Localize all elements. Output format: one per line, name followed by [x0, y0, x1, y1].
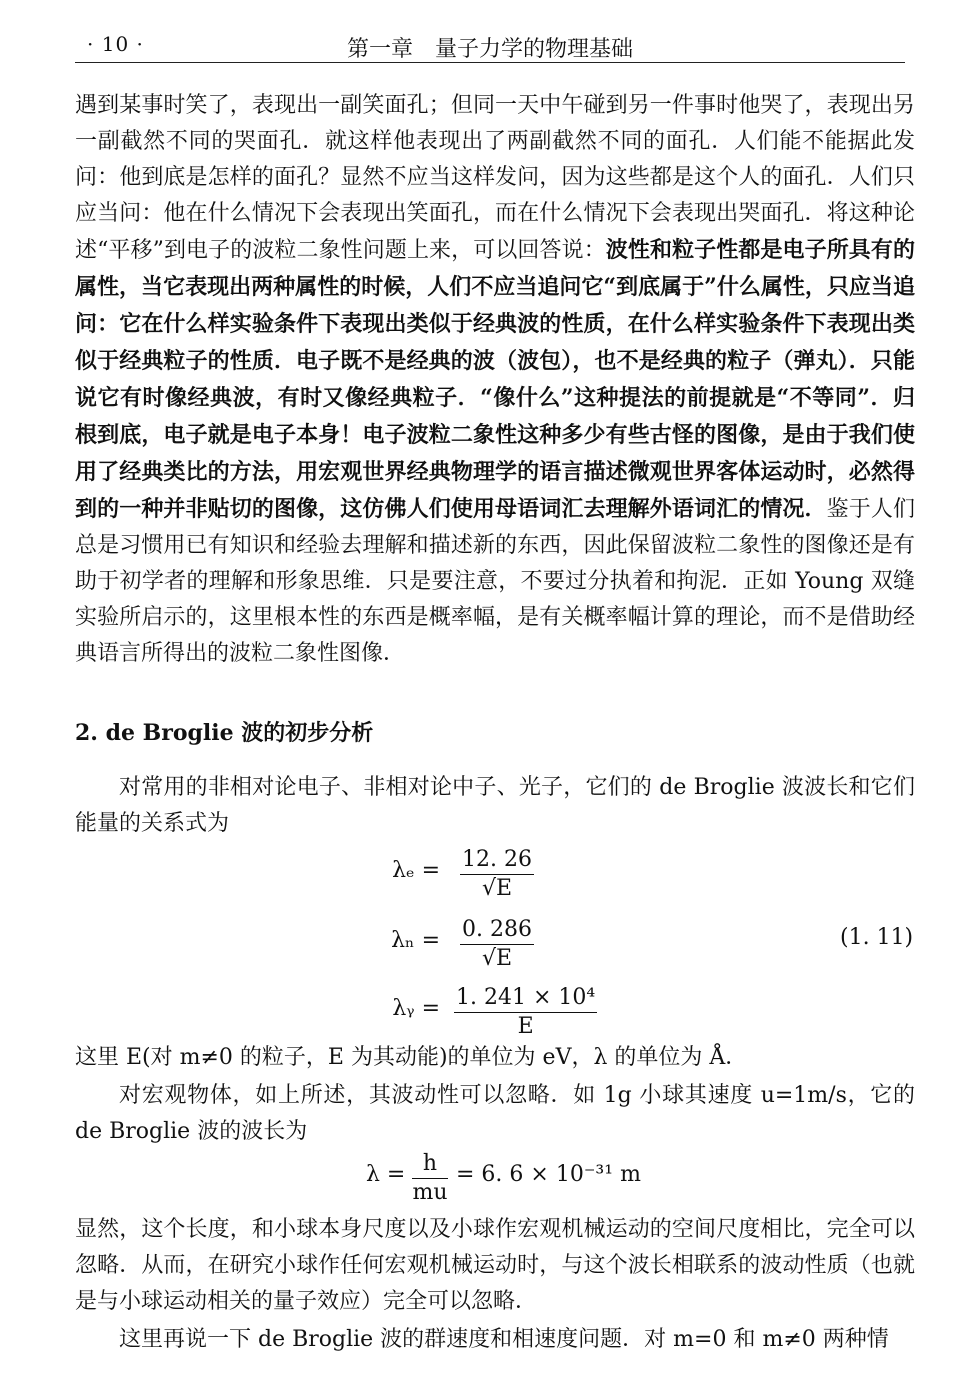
eq-ball-fraction: [412, 1150, 448, 1207]
para1-normal-text: 遇到某事时笑了，表现出一副笑面孔；但同一天中午碰到另一件事时他哭了，表现出另一副截然不同的哭面孔．就这样他表现出了两副截然不同的面孔．人们能不能据此发问：他到底是怎样的面孔？显然不应当这样发问，因为这些都是这个人的面孔．人们只应当问：他在什么情况下会表现出笑面孔，而在什么情况下会表现出哭面孔．将这种论述“平移”到电子的波粒二象性问题上来，可以回答说：: [75, 93, 915, 263]
eq-ball-numerator: h: [412, 1150, 448, 1179]
eq-lambda-e-lhs: λₑ =: [392, 858, 440, 883]
eq-ball-lhs: λ =: [366, 1162, 406, 1187]
page-number: · 10 ·: [87, 32, 144, 56]
paragraph-wave-particle: [75, 88, 915, 672]
paragraph-negligible: 显然，这个长度，和小球本身尺度以及小球作宏观机械运动的空间尺度相比，完全可以忽略．从而，在研究小球作任何宏观机械运动时，与这个波长相联系的波动性质（也就是与小球运动相关的量子效应）完全可以忽略．: [75, 1217, 915, 1314]
equation-number: (1. 11): [840, 925, 914, 950]
eq-ball-rhs: = 6. 6 × 10⁻³¹ m: [456, 1162, 641, 1187]
para1-tail-text: 鉴于人们总是习惯用已有知识和经验去理解和描述新的东西，因此保留波粒二象性的图像还是有助于初学者的理解和形象思维．只是要注意，不要过分执着和拘泥．正如 Young 双缝实验所启示的，这里根本性的东西是概率幅，是有关概率幅计算的理论，而不是借助经典语言所得出的波粒二象性图像．: [75, 497, 915, 666]
section-heading: 2. de Broglie 波的初步分析: [75, 720, 374, 746]
chapter-title: 第一章 量子力学的物理基础: [346, 37, 633, 62]
eq-lambda-gamma-lhs: λᵧ =: [392, 996, 440, 1021]
eq-lambda-e-fraction: [460, 846, 534, 903]
eq-ball-denominator: mu: [412, 1180, 448, 1205]
eq-lambda-n-numerator: 0. 286: [460, 916, 534, 945]
eq-lambda-n-denominator: √E: [481, 946, 513, 971]
para1-bold-text: 波性和粒子性都是电子所具有的属性，当它表现出两种属性的时候，人们不应当追问它“到底属于”什么属性，只应当追问：它在什么样实验条件下表现出类似于经典波的性质，在什么样实验条件下表现出类似于经典粒子的性质．电子既不是经典的波（波包），也不是经典的粒子（弹丸）．只能说它有时像经典波，有时又像经典粒子．“像什么”这种提法的前提就是“不等同”．归根到底，电子就是电子本身！电子波粒二象性这种多少有些古怪的图像，是由于我们使用了经典类比的方法，用宏观世界经典物理学的语言描述微观世界客体运动时，必然得到的一种并非贴切的图像，这仿佛人们使用母语词汇去理解外语词汇的情况．: [75, 237, 915, 522]
running-header: [75, 28, 905, 63]
eq-lambda-gamma-fraction: [454, 984, 597, 1041]
eq-lambda-e-denominator: √E: [481, 876, 513, 901]
eq-lambda-e-numerator: 12. 26: [460, 846, 534, 875]
paragraph-intro-formulas: 对常用的非相对论电子、非相对论中子、光子，它们的 de Broglie 波波长和它们能量的关系式为: [75, 775, 915, 836]
eq-lambda-gamma-denominator: E: [517, 1014, 534, 1039]
paragraph-units: 这里 E(对 m≠0 的粒子，E 为其动能)的单位为 eV，λ 的单位为 Å．: [75, 1045, 748, 1070]
paragraph-macroscopic: 对宏观物体，如上所述，其波动性可以忽略．如 1g 小球其速度 u=1m/s，它的 de Broglie 波的波长为: [75, 1083, 915, 1144]
paragraph-group-velocity: 这里再说一下 de Broglie 波的群速度和相速度问题．对 m=0 和 m≠0 两种情: [119, 1327, 889, 1352]
eq-lambda-gamma-numerator: 1. 241 × 10⁴: [454, 984, 597, 1013]
eq-lambda-n-lhs: λₙ =: [391, 928, 440, 953]
eq-lambda-n-fraction: [460, 916, 534, 973]
